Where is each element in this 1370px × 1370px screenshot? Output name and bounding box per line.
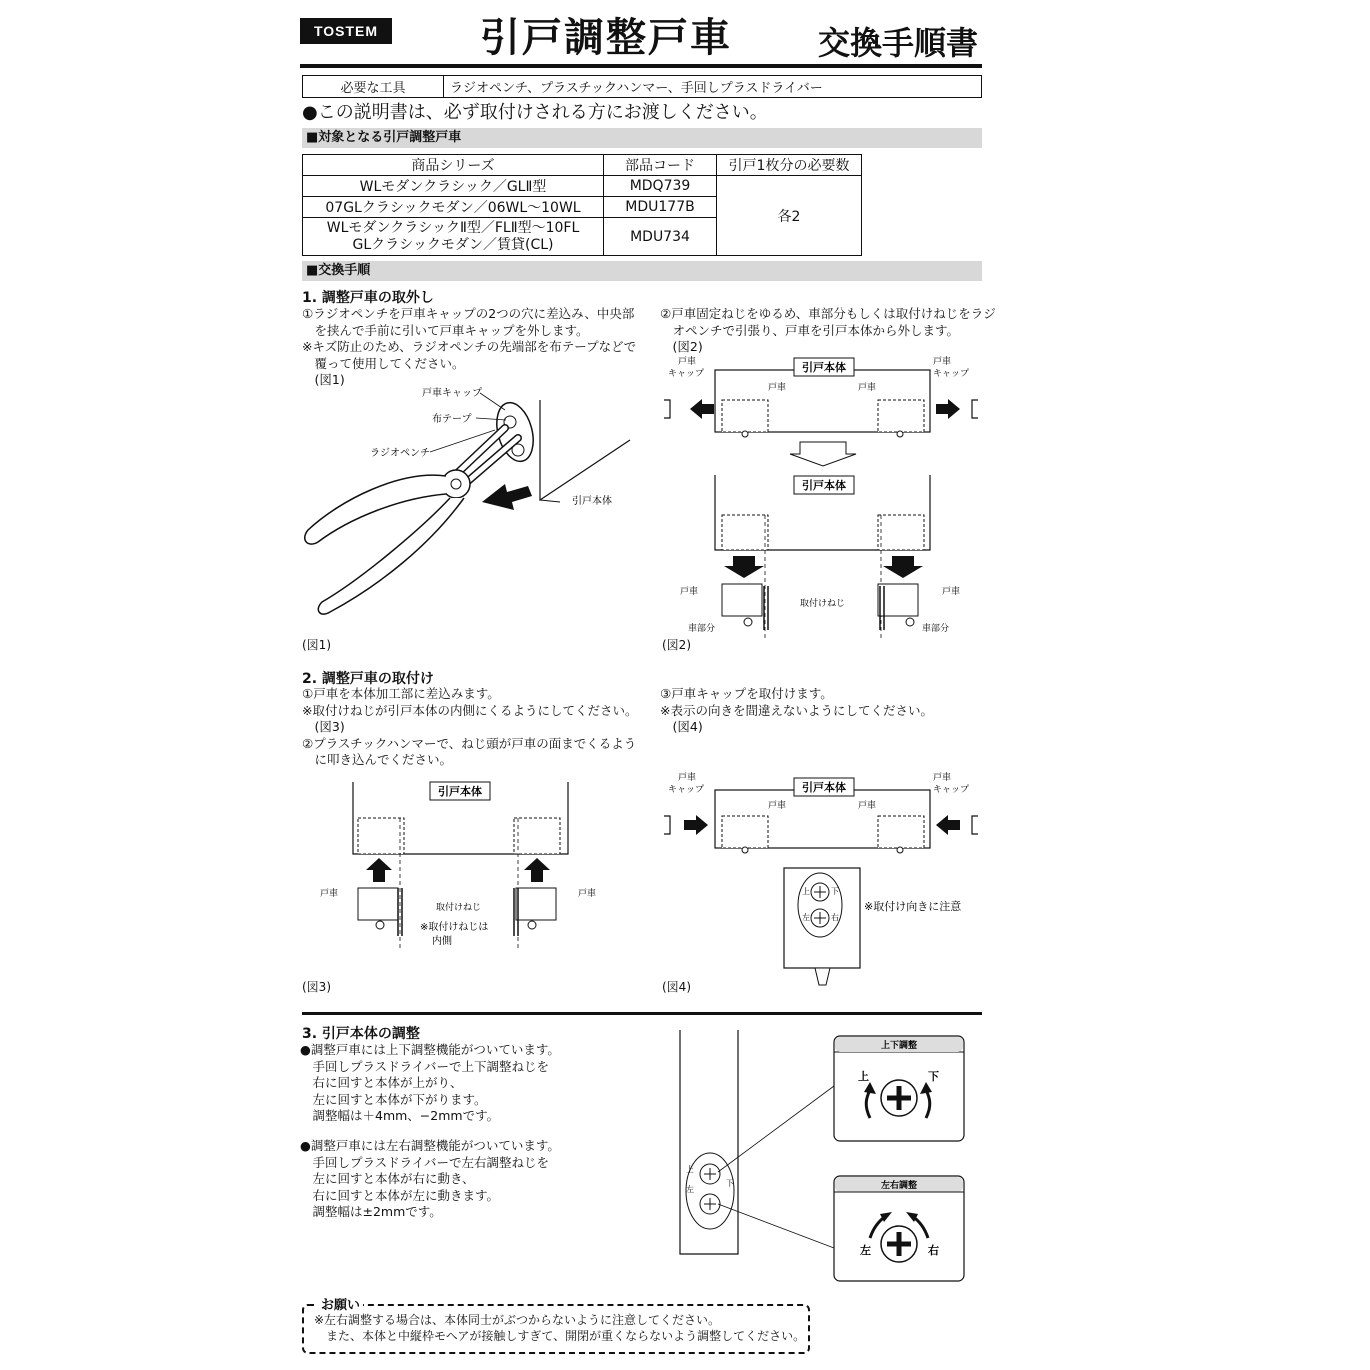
svg-text:キャップ: キャップ	[668, 785, 705, 795]
page-subtitle: 交換手順書	[818, 24, 979, 62]
parts-table	[302, 154, 862, 256]
svg-text:※取付け向きに注意: ※取付け向きに注意	[864, 900, 962, 913]
svg-text:取付けねじ: 取付けねじ	[436, 903, 482, 913]
svg-text:戸車: 戸車	[320, 889, 339, 899]
svg-text:戸車: 戸車	[933, 773, 952, 783]
svg-text:戸車: 戸車	[933, 357, 952, 367]
figure-3-install	[318, 778, 608, 948]
tools-value: ラジオペンチ、プラスチックハンマー、手回しプラスドライバー	[444, 76, 982, 98]
table-row: WLモダンクラシック／GLⅡ型 MDQ739 各2	[303, 176, 862, 197]
target-section-heading: ■対象となる引戸調整戸車	[302, 128, 982, 148]
fig1-caption: (図1)	[302, 638, 331, 652]
fig3-caption: (図3)	[302, 980, 331, 994]
svg-text:下: 下	[726, 1179, 734, 1188]
step1-left-text: ①ラジオペンチを戸車キャップの2つの穴に差込み、中央部 を挟んで手前に引いて戸車キャップを外します。 ※キズ防止のため、ラジオペンチの先端部を布テープなどで 覆って使用してください。 (図1)	[302, 306, 637, 387]
svg-text:引戸本体: 引戸本体	[802, 781, 846, 794]
figure-2-removal	[660, 350, 982, 640]
brand-logo: TOSTEM	[300, 18, 392, 44]
svg-text:引戸本体: 引戸本体	[802, 479, 846, 492]
svg-text:左: 左	[860, 1244, 871, 1257]
svg-text:戸車: 戸車	[942, 587, 961, 597]
col-quantity: 引戸1枚分の必要数	[717, 155, 862, 176]
svg-text:引戸本体: 引戸本体	[802, 361, 846, 374]
svg-text:ラジオペンチ: ラジオペンチ	[370, 448, 430, 459]
step3-para1: ●調整戸車には上下調整機能がついています。 手回しプラスドライバーで上下調整ねじを 右に回すと本体が上がり、 左に回すと本体が下がります。 調整幅は＋4mm、−2mmです。	[300, 1042, 560, 1123]
step2-title: 2. 調整戸車の取付け	[302, 671, 434, 687]
fig2-caption: (図2)	[662, 638, 691, 652]
svg-text:戸車: 戸車	[678, 773, 697, 783]
svg-text:戸車: 戸車	[768, 801, 787, 811]
svg-text:上: 上	[858, 1070, 869, 1083]
svg-text:上: 上	[802, 887, 810, 896]
svg-text:キャップ: キャップ	[668, 369, 705, 379]
step2-left-text: ①戸車を本体加工部に差込みます。 ※取付けねじが引戸本体の内側にくるようにしてください。 (図3) ②プラスチックハンマーで、ねじ頭が戸車の面までくるよう に叩き込んでください。	[302, 686, 638, 767]
figure-1-pliers	[300, 380, 630, 630]
svg-text:引戸本体: 引戸本体	[438, 785, 482, 798]
svg-text:引戸本体: 引戸本体	[572, 496, 612, 507]
svg-text:下: 下	[928, 1070, 939, 1083]
step1-right-text: ②戸車固定ねじをゆるめ、車部分もしくは取付けねじをラジ オペンチで引張り、戸車を引戸本体から外します。 (図2)	[660, 306, 996, 354]
notice-text: ●この説明書は、必ず取付けされる方にお渡しください。	[302, 102, 768, 123]
svg-text:取付けねじ: 取付けねじ	[800, 599, 846, 609]
tools-table	[302, 75, 982, 98]
col-code: 部品コード	[604, 155, 717, 176]
svg-text:※取付けねじは: ※取付けねじは	[420, 922, 489, 933]
svg-text:戸車: 戸車	[680, 587, 699, 597]
fig4-caption: (図4)	[662, 980, 691, 994]
svg-text:左: 左	[686, 1185, 694, 1194]
figure-4-cap	[660, 770, 982, 990]
svg-text:キャップ: キャップ	[933, 785, 970, 795]
svg-text:戸車: 戸車	[858, 383, 877, 393]
svg-text:右: 右	[928, 1244, 939, 1257]
step2-right-text: ③戸車キャップを取付けます。 ※表示の向きを間違えないようにしてください。 (図4)	[660, 686, 933, 734]
svg-text:車部分: 車部分	[688, 624, 716, 634]
step3-para2: ●調整戸車には左右調整機能がついています。 手回しプラスドライバーで左右調整ねじを 左に回すと本体が右に動き、 右に回すと本体が左に動きます。 調整幅は±2mmです。	[300, 1138, 560, 1219]
svg-text:戸車キャップ: 戸車キャップ	[422, 388, 482, 399]
section-divider	[302, 1012, 982, 1015]
svg-text:内側: 内側	[432, 936, 452, 947]
svg-text:戸車: 戸車	[858, 801, 877, 811]
procedure-heading: ■交換手順	[302, 261, 982, 281]
svg-text:上: 上	[686, 1165, 694, 1174]
request-title: お願い	[318, 1294, 363, 1313]
svg-text:戸車: 戸車	[578, 889, 597, 899]
col-series: 商品シリーズ	[303, 155, 604, 176]
quantity-cell: 各2	[717, 176, 862, 256]
svg-text:上下調整: 上下調整	[880, 1041, 918, 1051]
request-text: ※左右調整する場合は、本体同士がぶつからないように注意してください。 また、本体と中縦枠モヘアが接触しすぎて、開閉が重くならないよう調整してください。	[314, 1313, 806, 1343]
svg-text:布テープ: 布テープ	[432, 414, 472, 425]
step3-title: 3. 引戸本体の調整	[302, 1026, 420, 1042]
table-row: 07GLクラシックモダン／06WL～10WL MDU177B	[303, 197, 862, 218]
svg-text:車部分: 車部分	[922, 624, 950, 634]
svg-text:左: 左	[802, 913, 810, 922]
header-rule	[300, 64, 982, 68]
svg-text:戸車: 戸車	[678, 357, 697, 367]
svg-text:戸車: 戸車	[768, 383, 787, 393]
svg-text:左右調整: 左右調整	[880, 1181, 918, 1191]
svg-text:右: 右	[831, 913, 839, 922]
tools-label: 必要な工具	[303, 76, 444, 98]
page-title: 引戸調整戸車	[480, 15, 732, 61]
svg-text:キャップ: キャップ	[933, 369, 970, 379]
figure-adjustment	[670, 1026, 970, 1288]
svg-text:下: 下	[831, 887, 839, 896]
step1-title: 1. 調整戸車の取外し	[302, 290, 434, 306]
table-row: WLモダンクラシックⅡ型／FLⅡ型～10FL GLクラシックモダン／賃貸(CL) MDU734	[303, 218, 862, 256]
